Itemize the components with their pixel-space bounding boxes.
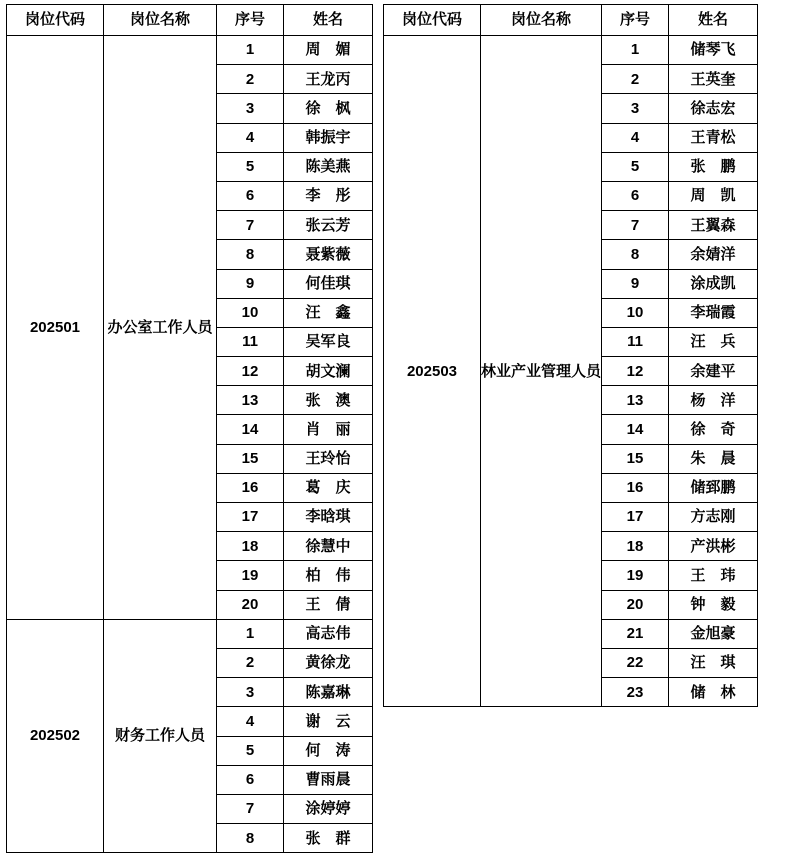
sequence-cell: 1 [217, 36, 284, 65]
sequence-cell: 4 [217, 707, 284, 736]
position-code-cell: 202502 [7, 619, 104, 853]
person-name-cell: 产洪彬 [669, 532, 758, 561]
person-name-cell: 汪 兵 [669, 327, 758, 356]
sequence-cell: 21 [602, 619, 669, 648]
person-name-cell: 曹雨晨 [284, 765, 373, 794]
person-name-cell: 徐慧中 [284, 532, 373, 561]
sequence-cell: 20 [217, 590, 284, 619]
sequence-cell: 2 [217, 65, 284, 94]
person-name-cell: 王 倩 [284, 590, 373, 619]
person-name-cell: 张云芳 [284, 211, 373, 240]
person-name-cell: 朱 晨 [669, 444, 758, 473]
sequence-cell: 5 [602, 152, 669, 181]
header-row [7, 5, 373, 36]
person-name-cell: 储琴飞 [669, 36, 758, 65]
sequence-cell: 8 [217, 824, 284, 853]
person-name-cell: 金旭豪 [669, 619, 758, 648]
header-cell-person: 姓名 [669, 5, 758, 36]
person-name-cell: 韩振宇 [284, 123, 373, 152]
sequence-cell: 12 [602, 357, 669, 386]
sequence-cell: 6 [602, 181, 669, 210]
position-code-cell: 202501 [7, 36, 104, 620]
sequence-cell: 2 [602, 65, 669, 94]
sequence-cell: 8 [217, 240, 284, 269]
person-name-cell: 王翼森 [669, 211, 758, 240]
header-cell-seq: 序号 [217, 5, 284, 36]
position-name-cell: 财务工作人员 [104, 619, 217, 853]
person-name-cell: 徐志宏 [669, 94, 758, 123]
person-name-cell: 张 澳 [284, 386, 373, 415]
person-name-cell: 余婧洋 [669, 240, 758, 269]
person-name-cell: 余建平 [669, 357, 758, 386]
sequence-cell: 17 [217, 503, 284, 532]
table-row [7, 36, 373, 65]
person-name-cell: 王 玮 [669, 561, 758, 590]
sequence-cell: 17 [602, 503, 669, 532]
sequence-cell: 13 [602, 386, 669, 415]
person-name-cell: 李 彤 [284, 181, 373, 210]
sequence-cell: 1 [217, 619, 284, 648]
position-name-cell: 林业产业管理人员 [481, 36, 602, 707]
person-name-cell: 陈嘉琳 [284, 678, 373, 707]
person-name-cell: 王龙丙 [284, 65, 373, 94]
sequence-cell: 23 [602, 678, 669, 707]
position-code-cell: 202503 [384, 36, 481, 707]
person-name-cell: 吴军良 [284, 327, 373, 356]
sequence-cell: 16 [217, 473, 284, 502]
sequence-cell: 13 [217, 386, 284, 415]
person-name-cell: 张 群 [284, 824, 373, 853]
sequence-cell: 14 [602, 415, 669, 444]
sequence-cell: 11 [217, 327, 284, 356]
sequence-cell: 18 [217, 532, 284, 561]
person-name-cell: 张 鹏 [669, 152, 758, 181]
sequence-cell: 9 [217, 269, 284, 298]
person-name-cell: 葛 庆 [284, 473, 373, 502]
sequence-cell: 3 [602, 94, 669, 123]
person-name-cell: 柏 伟 [284, 561, 373, 590]
position-name-cell: 办公室工作人员 [104, 36, 217, 620]
sequence-cell: 4 [602, 123, 669, 152]
person-name-cell: 周 媚 [284, 36, 373, 65]
person-name-cell: 汪 鑫 [284, 298, 373, 327]
person-name-cell: 聂紫薇 [284, 240, 373, 269]
person-name-cell: 涂成凯 [669, 269, 758, 298]
header-cell-code: 岗位代码 [384, 5, 481, 36]
sequence-cell: 5 [217, 152, 284, 181]
right-roster-table [383, 4, 758, 707]
header-cell-person: 姓名 [284, 5, 373, 36]
sequence-cell: 12 [217, 357, 284, 386]
person-name-cell: 高志伟 [284, 619, 373, 648]
sequence-cell: 4 [217, 123, 284, 152]
person-name-cell: 黄徐龙 [284, 648, 373, 677]
sequence-cell: 2 [217, 648, 284, 677]
tables-container [6, 4, 796, 853]
person-name-cell: 钟 毅 [669, 590, 758, 619]
person-name-cell: 储 林 [669, 678, 758, 707]
person-name-cell: 王玲怡 [284, 444, 373, 473]
person-name-cell: 方志刚 [669, 503, 758, 532]
right-table-body [384, 36, 758, 707]
person-name-cell: 杨 洋 [669, 386, 758, 415]
header-row [384, 5, 758, 36]
person-name-cell: 徐 奇 [669, 415, 758, 444]
person-name-cell: 王青松 [669, 123, 758, 152]
sequence-cell: 19 [602, 561, 669, 590]
sequence-cell: 3 [217, 94, 284, 123]
person-name-cell: 肖 丽 [284, 415, 373, 444]
sequence-cell: 14 [217, 415, 284, 444]
person-name-cell: 涂婷婷 [284, 794, 373, 823]
person-name-cell: 陈美燕 [284, 152, 373, 181]
person-name-cell: 汪 琪 [669, 648, 758, 677]
header-cell-position: 岗位名称 [481, 5, 602, 36]
sequence-cell: 15 [217, 444, 284, 473]
sequence-cell: 5 [217, 736, 284, 765]
sequence-cell: 19 [217, 561, 284, 590]
header-cell-seq: 序号 [602, 5, 669, 36]
left-roster-table [6, 4, 373, 853]
sequence-cell: 6 [217, 765, 284, 794]
sequence-cell: 7 [217, 794, 284, 823]
sequence-cell: 7 [602, 211, 669, 240]
sequence-cell: 6 [217, 181, 284, 210]
person-name-cell: 胡文澜 [284, 357, 373, 386]
table-row [384, 36, 758, 65]
left-table-body [7, 36, 373, 853]
sequence-cell: 20 [602, 590, 669, 619]
sequence-cell: 10 [602, 298, 669, 327]
sequence-cell: 18 [602, 532, 669, 561]
person-name-cell: 周 凯 [669, 181, 758, 210]
header-cell-position: 岗位名称 [104, 5, 217, 36]
sequence-cell: 10 [217, 298, 284, 327]
sequence-cell: 3 [217, 678, 284, 707]
person-name-cell: 谢 云 [284, 707, 373, 736]
header-cell-code: 岗位代码 [7, 5, 104, 36]
person-name-cell: 何 涛 [284, 736, 373, 765]
person-name-cell: 李瑞霞 [669, 298, 758, 327]
right-table-header [384, 5, 758, 36]
person-name-cell: 王英奎 [669, 65, 758, 94]
person-name-cell: 何佳琪 [284, 269, 373, 298]
sequence-cell: 22 [602, 648, 669, 677]
person-name-cell: 徐 枫 [284, 94, 373, 123]
person-name-cell: 李晗琪 [284, 503, 373, 532]
sequence-cell: 1 [602, 36, 669, 65]
sequence-cell: 11 [602, 327, 669, 356]
sequence-cell: 15 [602, 444, 669, 473]
sequence-cell: 8 [602, 240, 669, 269]
left-table-header [7, 5, 373, 36]
sequence-cell: 16 [602, 473, 669, 502]
person-name-cell: 储郅鹏 [669, 473, 758, 502]
sequence-cell: 7 [217, 211, 284, 240]
table-row [7, 619, 373, 648]
sequence-cell: 9 [602, 269, 669, 298]
